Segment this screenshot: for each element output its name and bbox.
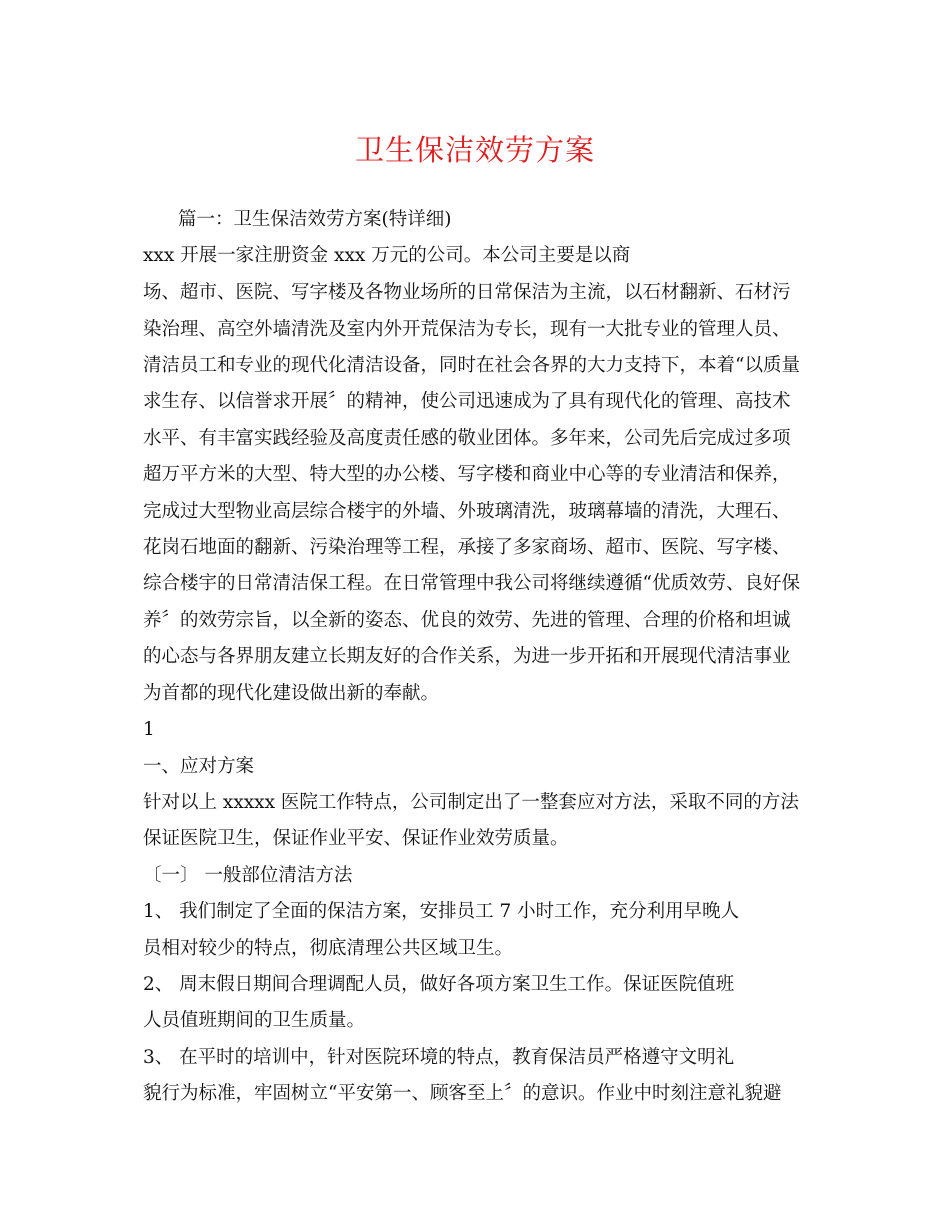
document-title: 卫生保洁效劳方案 <box>354 133 595 167</box>
paragraph-line: 完成过大型物业高层综合楼宇的外墙、外玻璃清洗，玻璃幕墙的清洗，大理石、 <box>143 501 791 522</box>
paragraph-line: 水平、有丰富实践经验及高度责任感的敬业团体。多年来，公司先后完成过多项 <box>143 428 791 449</box>
paragraph-line: 花岗石地面的翻新、污染治理等工程，承接了多家商场、超市、医院、写字楼、 <box>143 537 791 558</box>
section-heading: 一、应对方案 <box>143 756 255 777</box>
paragraph-line: 超万平方米的大型、特大型的办公楼、写字楼和商业中心等的专业清洁和保养， <box>143 464 791 485</box>
paragraph-line: xxx 开展一家注册资金 xxx 万元的公司。本公司主要是以商 <box>143 245 631 266</box>
list-item: 2、 周末假日期间合理调配人员，做好各项方案卫生工作。保证医院值班 <box>143 974 735 995</box>
paragraph-line: 清洁员工和专业的现代化清洁设备，同时在社会各界的大力支持下，本着“以质量 <box>143 355 800 376</box>
paragraph-line: 养〞的效劳宗旨，以全新的姿态、优良的效劳、先进的管理、合理的价格和坦诚 <box>143 610 791 631</box>
paragraph-line: 求生存、以信誉求开展〞的精神，使公司迅速成为了具有现代化的管理、高技术 <box>143 391 791 412</box>
page-number: 1 <box>143 719 155 740</box>
list-item-continuation: 貌行为标准，牢固树立“平安第一、顾客至上〞的意识。作业中时刻注意礼貌避 <box>143 1083 782 1104</box>
paragraph-line: 染治理、高空外墙清洗及室内外开荒保洁为专长，现有一大批专业的管理人员、 <box>143 319 791 340</box>
paragraph-line: 保证医院卫生，保证作业平安、保证作业效劳质量。 <box>143 828 569 849</box>
list-item: 1、 我们制定了全面的保洁方案，安排员工 7 小时工作，充分利用早晚人 <box>143 901 740 922</box>
paragraph-line: 场、超市、医院、写字楼及各物业场所的日常保洁为主流，以石材翻新、石材污 <box>143 282 791 303</box>
paragraph-line: 的心态与各界朋友建立长期友好的合作关系，为进一步开拓和开展现代清洁事业 <box>143 646 791 667</box>
paragraph-line: 针对以上 xxxxx 医院工作特点，公司制定出了一整套应对方法，采取不同的方法 <box>143 792 799 813</box>
list-item-continuation: 员相对较少的特点，彻底清理公共区域卫生。 <box>143 938 514 959</box>
paragraph-line: 为首都的现代化建设做出新的奉献。 <box>143 683 440 704</box>
list-item: 3、 在平时的培训中，针对医院环境的特点，教育保洁员严格遵守文明礼 <box>143 1047 735 1068</box>
section-heading: 篇一：卫生保洁效劳方案(特详细) <box>178 209 452 230</box>
list-item-continuation: 人员值班期间的卫生质量。 <box>143 1010 366 1031</box>
paragraph-line: 综合楼宇的日常清洁保工程。在日常管理中我公司将继续遵循“优质效劳、良好保 <box>143 573 800 594</box>
subsection-heading: 〔一〕 一般部位清洁方法 <box>143 865 353 886</box>
